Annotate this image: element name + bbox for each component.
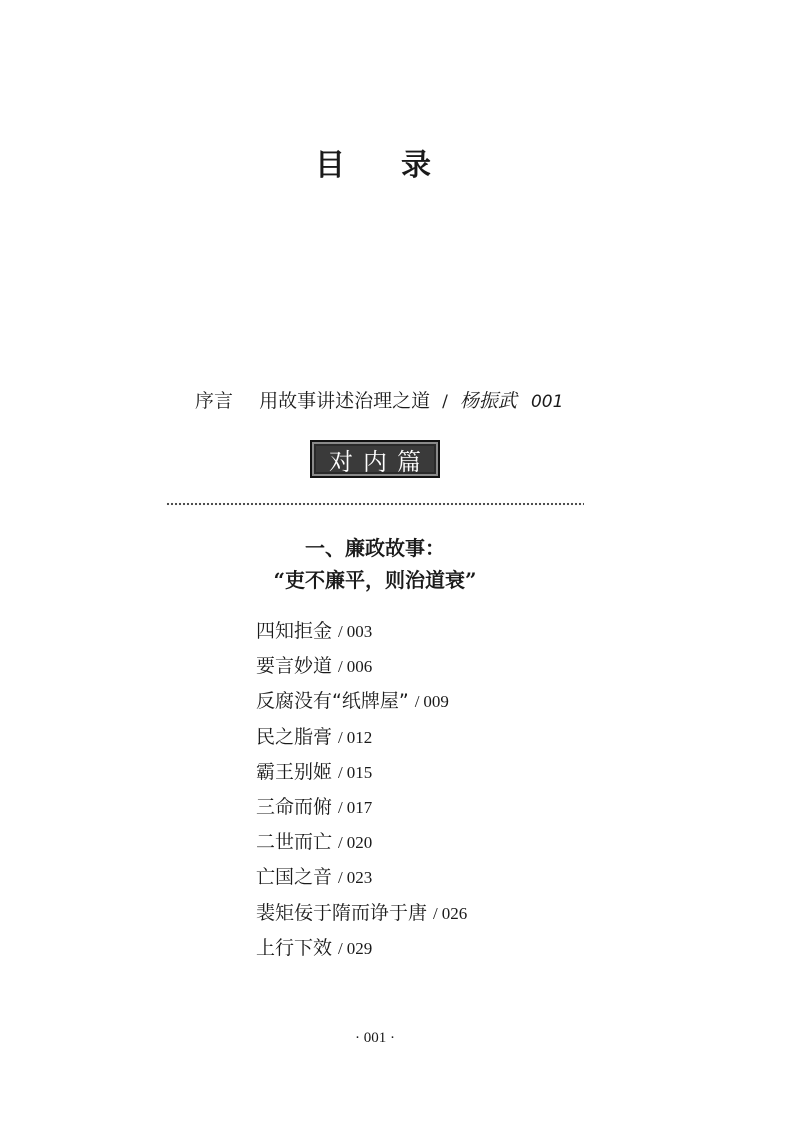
toc-item-page: 009 — [423, 692, 449, 712]
toc-item-page: 026 — [441, 903, 468, 923]
preface-author: 杨振武 — [459, 390, 517, 412]
toc-item[interactable] — [256, 722, 467, 757]
toc-item-title: 反腐没有“纸牌屋” — [256, 690, 409, 713]
toc-item-page: 012 — [346, 727, 373, 747]
page-title-char-1: 目 — [315, 148, 349, 183]
toc-item-title: 霸王别姬 — [256, 760, 333, 783]
toc-item-page: 015 — [346, 762, 373, 782]
toc-item[interactable] — [256, 686, 467, 721]
preface-entry[interactable] — [195, 386, 563, 413]
toc-list — [256, 616, 467, 968]
toc-item-title: 二世而亡 — [256, 831, 333, 854]
toc-item[interactable] — [256, 898, 467, 933]
toc-item-separator: / — [433, 903, 438, 923]
toc-item-page: 020 — [346, 833, 373, 853]
preface-title: 用故事讲述治理之道 — [259, 390, 431, 412]
toc-item-separator: / — [338, 622, 343, 641]
preface-label: 序言 — [195, 390, 234, 412]
dotted-divider — [166, 502, 584, 506]
toc-item-page: 003 — [346, 622, 373, 641]
chapter-heading-line-2: “吏不廉平，则治道衰” — [273, 568, 477, 592]
toc-item-separator: / — [338, 833, 343, 853]
page-title — [0, 140, 750, 184]
toc-item-title: 裴矩佞于隋而诤于唐 — [256, 901, 428, 924]
toc-item[interactable] — [256, 792, 467, 827]
toc-item-separator: / — [338, 797, 343, 817]
toc-item[interactable] — [256, 827, 467, 862]
toc-item-title: 要言妙道 — [256, 655, 333, 678]
toc-item-title: 四知拒金 — [256, 620, 333, 642]
toc-item-title: 亡国之音 — [256, 866, 333, 889]
toc-item[interactable] — [256, 616, 467, 651]
preface-separator: / — [442, 392, 448, 412]
toc-item[interactable] — [256, 757, 467, 792]
toc-item-separator: / — [338, 657, 343, 677]
chapter-heading-line-1: 一、廉政故事： — [305, 536, 445, 560]
toc-item[interactable] — [256, 933, 467, 968]
page-title-char-2: 录 — [401, 148, 435, 183]
toc-item-page: 006 — [346, 657, 373, 677]
toc-item-separator: / — [338, 727, 343, 747]
preface-page-number: 001 — [530, 392, 564, 412]
toc-item-separator: / — [338, 868, 343, 888]
toc-item[interactable] — [256, 651, 467, 686]
section-banner-label: 对内篇 — [329, 447, 431, 476]
toc-item-title: 民之脂膏 — [256, 725, 333, 748]
toc-item-title: 上行下效 — [256, 936, 333, 959]
toc-item-title: 三命而俯 — [256, 795, 333, 818]
toc-item-page: 029 — [346, 938, 373, 958]
toc-item-separator: / — [338, 938, 343, 958]
page-number: · 001 · — [355, 1030, 395, 1046]
toc-item-page: 023 — [346, 868, 373, 888]
section-banner — [310, 440, 440, 478]
toc-item-separator: / — [414, 692, 420, 712]
toc-item-separator: / — [338, 762, 343, 782]
toc-item-page: 017 — [346, 797, 373, 817]
chapter-heading — [0, 532, 750, 596]
toc-item[interactable] — [256, 862, 467, 897]
